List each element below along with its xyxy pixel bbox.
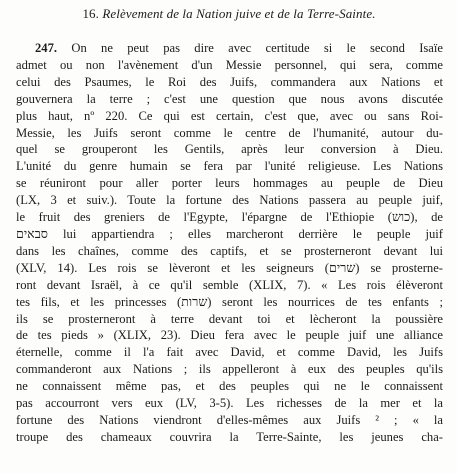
text-line: commanderont aux Nations ; ils appelleront à eux des peuples qu'ils — [16, 362, 443, 377]
text-line: le fruit des greniers de l'Egypte, l'épargne de l'Ethiopie (כוש), de — [16, 210, 443, 225]
text-line: pas accourront vers eux (LV, 3-5). Les richesses de la mer et la — [16, 396, 443, 411]
text-line: éternelle, comme il l'a fait avec David, et comme David, les Juifs — [16, 345, 443, 360]
text-line: (XLV, 14). Les rois se lèveront et les seigneurs (שרים) se prosterne- — [16, 260, 443, 275]
paragraph-number: 247. — [35, 41, 58, 55]
document-page — [15, 6, 443, 446]
text-line: L'unité du genre humain se fera par l'unité religieuse. Les Nations — [16, 159, 443, 174]
text-line: Messie, les Juifs seront comme le centre de l'humanité, autour du- — [16, 125, 443, 140]
paragraph-247 — [15, 40, 443, 446]
text-line: quel se grouperont les Gentils, après leur conversion à Dieu. — [16, 142, 443, 157]
text-line: fortune des Nations viendront d'elles-mêmes aux Juifs ² ; « la — [16, 412, 443, 427]
text-line: de tes pieds » (XLIX, 23). Dieu fera avec le peuple juif une alliance — [16, 328, 443, 343]
text-line: plus haut, nº 220. Ce qui est certain, c'est que, avec ou sans Roi- — [16, 108, 443, 123]
text-line: gouvernera la terre ; c'est une question que nous avons discutée — [16, 91, 443, 106]
text-line — [16, 40, 443, 57]
text-line: se réuniront pour aller porter leurs hommages au peuple de Dieu — [16, 176, 443, 191]
text-line: troupe des chameaux couvrira la Terre-Sainte, les jeunes cha- — [16, 429, 443, 444]
text-line: tes fils, et les princesses (שרות) seront les nourrices de tes enfants ; — [16, 294, 443, 309]
text-line: admet ou non l'avènement d'un Messie personnel, qui sera, comme — [16, 57, 443, 72]
section-heading — [15, 6, 443, 22]
text-line: celui des Psaumes, le Roi des Juifs, commandera aux Nations et — [16, 74, 443, 89]
section-number: 16. — [82, 6, 99, 21]
text-line: ils se prosterneront à terre devant toi et lècheront la poussière — [16, 311, 443, 326]
text-line: (LX, 3 et suiv.). Toute la fortune des Nations passera au peuple juif, — [16, 193, 443, 208]
text-line: ne connaissent même pas, et des peuples qui ne le connaissent — [16, 379, 443, 394]
text-line: dans les chaînes, comme des captifs, et se prosterneront devant lui — [16, 243, 443, 258]
text-line: ront devant Israël, à ce qu'il semble (XLIX, 7). « Les rois élèveront — [16, 277, 443, 292]
text-line-content: On ne peut pas dire avec certitude si le second Isaïe — [71, 41, 443, 55]
section-title: Relèvement de la Nation juive et de la Terre-Sainte. — [102, 6, 376, 21]
text-line: סבאים lui appartiendra ; elles marcheront derrière le peuple juif — [16, 226, 443, 241]
